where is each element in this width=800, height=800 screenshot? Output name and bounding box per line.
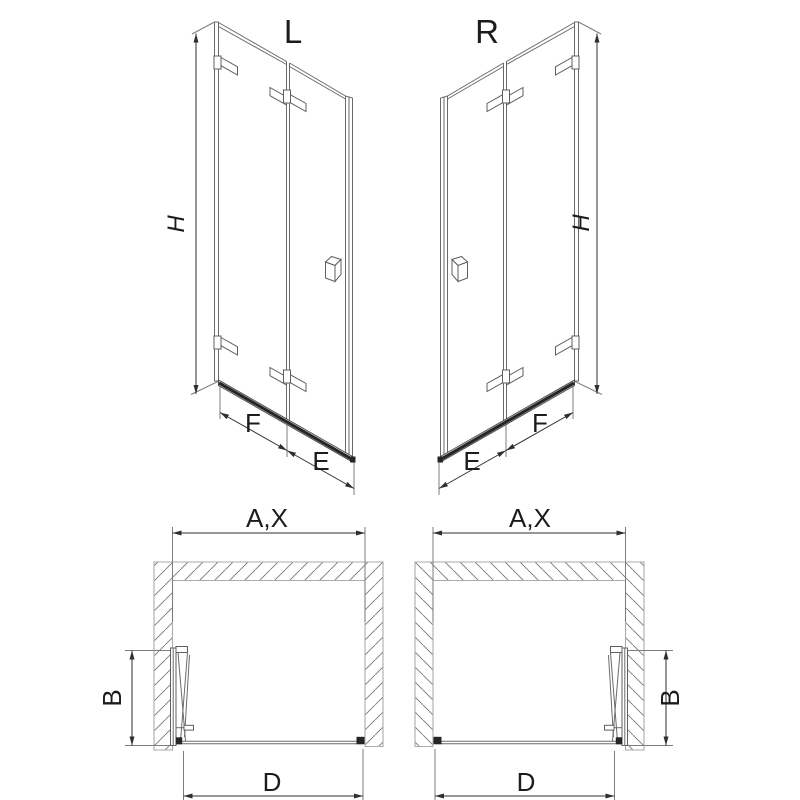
- plan-right-geometry: [415, 527, 673, 800]
- dim-label-panel1-left: F: [245, 408, 261, 438]
- dim-label-depth-right: B: [655, 689, 685, 707]
- elevation-left-geometry: [191, 22, 356, 495]
- elevation-view-right: [438, 13, 603, 495]
- view-label-right: R: [475, 13, 499, 50]
- dim-label-width-left: A,X: [246, 503, 288, 533]
- dim-label-panel2-right: F: [532, 408, 548, 438]
- dim-label-panel1-right: E: [463, 446, 481, 476]
- plan-view-right: [415, 503, 685, 800]
- plan-left-geometry: [125, 527, 383, 800]
- dim-label-height-right: H: [568, 214, 595, 232]
- dim-label-opening-left: D: [262, 767, 282, 797]
- dim-label-opening-right: D: [516, 767, 536, 797]
- plan-view-left: [97, 503, 383, 800]
- dim-label-height-left: H: [163, 215, 190, 233]
- elevation-right-geometry: [438, 22, 603, 495]
- elevation-view-left: [163, 13, 356, 495]
- dim-label-width-right: A,X: [509, 503, 551, 533]
- view-label-left: L: [283, 13, 303, 50]
- dim-label-panel2-left: E: [312, 446, 330, 476]
- dim-label-depth-left: B: [97, 689, 127, 707]
